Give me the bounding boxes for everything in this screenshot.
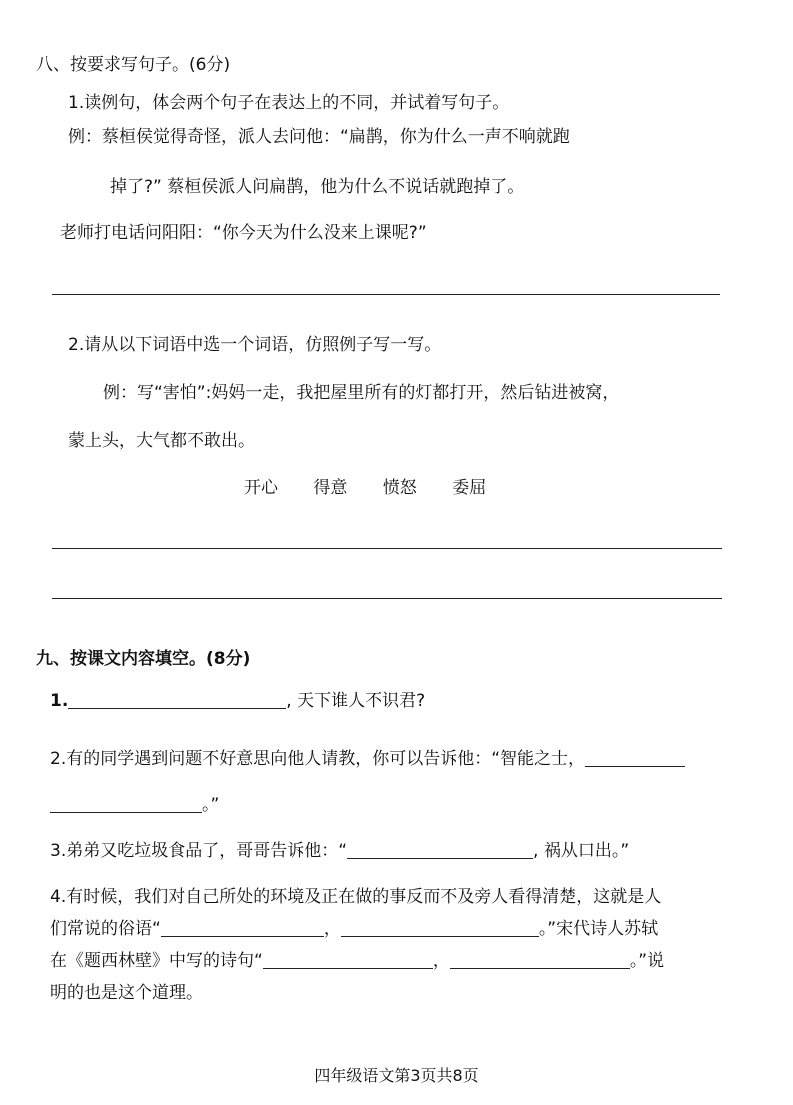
s9-q4-sep-1: ， [323,919,341,939]
section9-heading: 九、按课文内容填空。(8分) [36,649,251,669]
s9-q3-text-end: , 祸从口出。” [533,841,630,861]
q1-example-line1: 例：蔡桓侯觉得奇怪，派人去问他：“扁鹊，你为什么一声不响就跑 [68,127,570,147]
s9-q2-text-end: 。” [202,795,220,815]
s9-q4-blank-1[interactable] [161,918,324,937]
section8-heading: 八、按要求写句子。(6分) [36,55,231,75]
option-word: 委屈 [452,478,487,498]
option-word: 愤怒 [382,478,417,498]
q2-example-line2: 蒙上头，大气都不敢出。 [68,431,255,451]
s9-q2-line2 [50,790,219,815]
s9-q4-text-c: 在《题西林壁》中写的诗句“ [50,951,263,971]
s9-q1-number: 1. [50,691,69,711]
s9-q3-blank[interactable] [347,840,533,859]
q1-task: 老师打电话问阳阳：“你今天为什么没来上课呢?” [60,223,427,243]
s9-q4-blank-2[interactable] [341,918,539,937]
q2-answer-line-2[interactable] [52,598,722,599]
q2-prompt: 2.请从以下词语中选一个词语，仿照例子写一写。 [68,335,442,355]
s9-q4-line1: 4.有时候，我们对自己所处的环境及正在做的事反而不及旁人看得清楚，这就是人 [50,887,662,907]
q1-answer-line[interactable] [52,294,720,295]
s9-q4-line4: 明的也是这个道理。 [50,983,203,1003]
q2-options [244,473,516,498]
q2-answer-line-1[interactable] [52,548,722,549]
option-word: 开心 [244,478,278,498]
s9-q4-text-d: 。”说 [629,951,665,971]
s9-q1 [50,686,425,711]
s9-q1-blank[interactable] [68,690,286,709]
s9-q2-blank-1[interactable] [585,748,685,767]
s9-q1-text: , 天下谁人不识君? [286,691,426,711]
s9-q2-line1 [50,744,685,769]
s9-q2-blank-2[interactable] [50,794,202,813]
s9-q4-line2 [50,914,658,939]
s9-q4-blank-3[interactable] [263,950,433,969]
option-word: 得意 [313,478,348,498]
q1-example-line2: 掉了?” 蔡桓侯派人问扁鹊，他为什么不说话就跑掉了。 [110,177,525,197]
s9-q3-text: 3.弟弟又吃垃圾食品了，哥哥告诉他：“ [50,841,348,861]
s9-q4-sep-2: ， [432,951,450,971]
page-footer: 四年级语文第3页共8页 [314,1066,479,1085]
s9-q4-text-b: 。”宋代诗人苏轼 [538,919,659,939]
s9-q3 [50,836,629,861]
s9-q4-text-a: 们常说的俗语“ [50,919,161,939]
q1-prompt: 1.读例句，体会两个句子在表达上的不同，并试着写句子。 [68,93,510,113]
s9-q2-text: 2.有的同学遇到问题不好意思向他人请教，你可以告诉他：“智能之士， [50,749,586,769]
q2-example-line1: 例：写“害怕”:妈妈一走，我把屋里所有的灯都打开，然后钻进被窝， [103,383,620,403]
s9-q4-line3 [50,946,664,971]
s9-q4-blank-4[interactable] [450,950,630,969]
